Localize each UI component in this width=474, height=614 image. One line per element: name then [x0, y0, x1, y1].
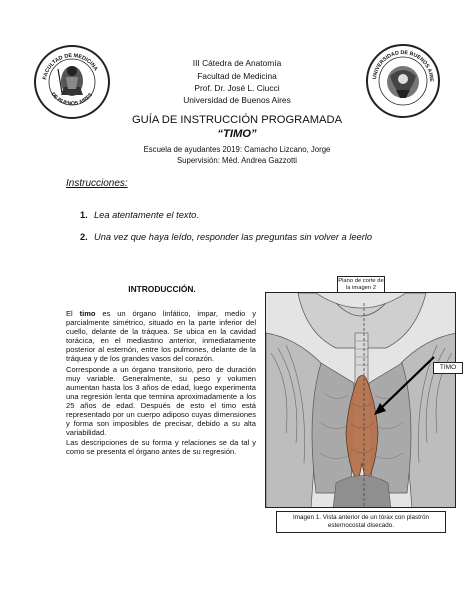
page-subject: “TIMO”: [217, 128, 257, 140]
cut-plane-label: [337, 276, 385, 293]
instruction-text: Una vez que haya leído, responder las preguntas sin volver a leerlo: [94, 232, 373, 242]
instruction-text: Lea atentamente el texto.: [94, 210, 199, 220]
intro-heading: INTRODUCCIÓN.: [128, 284, 196, 294]
thymus-label: [433, 362, 463, 374]
page-title: GUÍA DE INSTRUCCIÓN PROGRAMADA: [131, 114, 343, 126]
intro-paragraph-2: Corresponde a un órgano transitorio, pero de duración muy variable. Generalmente, su peso y volumen aumentan hasta los 3 años de edad, luego experimenta una regresión lenta que termina aproximadamente a los 25 años de edad. Después de esto el timo está representado por un cuerpo adiposo cuyas dimensiones y forma son imposibles de precisar, debido a su alta variabilidad.: [66, 364, 256, 438]
instruction-number: 1.: [80, 210, 88, 220]
header-faculty: Facultad de Medicina: [197, 71, 277, 81]
seal-left-top-text: FACULTAD DE MEDICINA: [42, 52, 99, 81]
cut-plane-label-text: Plano de corte de la imagen 2: [338, 278, 384, 291]
intro-paragraph-1: [66, 309, 256, 364]
intro-body: [66, 309, 256, 458]
intro-p1-prefix: El: [66, 309, 80, 318]
faculty-seal-logo: [34, 45, 110, 119]
seal-right-text: UNIVERSIDAD DE BUENOS AIRE: [372, 49, 435, 82]
thorax-illustration: [265, 292, 456, 508]
header-professor: Prof. Dr. José L. Ciucci: [194, 83, 280, 93]
authors-line: Escuela de ayudantes 2019: Camacho Lizcano, Jorge: [143, 145, 331, 154]
header-university: Universidad de Buenos Aires: [183, 95, 291, 105]
header-department: III Cátedra de Anatomía: [192, 58, 282, 68]
thymus-label-text: TIMO: [439, 364, 457, 371]
instruction-item: [80, 210, 199, 220]
instruction-number: 2.: [80, 232, 88, 242]
figure-caption: [276, 511, 446, 533]
instruction-item: [80, 232, 372, 242]
figure-caption-text: Imagen 1. Vista anterior de un tórax con plastrón esternocostal disecado.: [292, 514, 430, 529]
instructions-heading: Instrucciones:: [66, 178, 128, 189]
intro-paragraph-3: Las descripciones de su forma y relaciones se da tal y como se presenta el órgano antes de su regresión.: [66, 438, 256, 457]
intro-p1-rest: es un órgano linfático, impar, medio y parcialmente simétrico, situado en la parte inferior del cuello, delante de la tráquea. Se ubica en la cavidad torácica, en el mediastino anterior, inmediatamente posterior al esternón, entre los pulmones, delante de la tráquea y de los grandes vasos del corazón.: [66, 309, 256, 364]
intro-p1-bold: timo: [79, 309, 96, 318]
supervision-line: Supervisión: Méd. Andrea Gazzotti: [176, 156, 298, 165]
seal-left-bottom-text: DE BUENOS AIRES: [49, 91, 94, 108]
thorax-drawing: [266, 293, 456, 508]
